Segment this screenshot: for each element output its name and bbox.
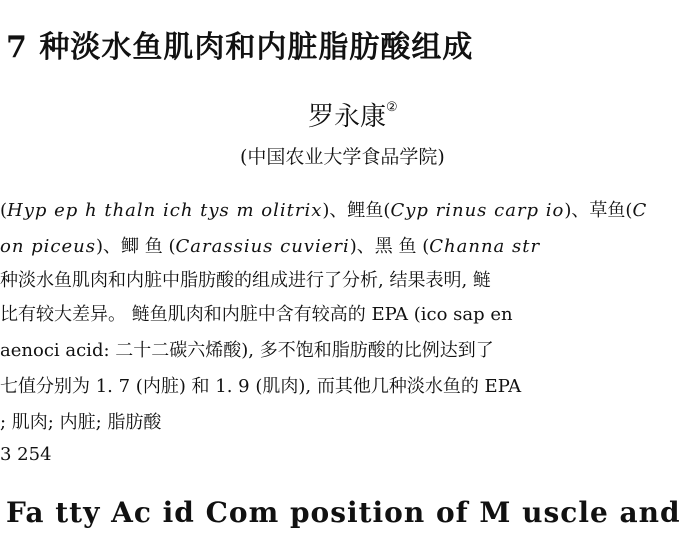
paper-title: 7 种淡水鱼肌肉和内脏脂肪酸组成 (6, 30, 474, 65)
abstract-line-1 (0, 196, 647, 222)
latin-name: Carassius cuvieri (175, 236, 350, 257)
text: )、黑 鱼 ( (349, 236, 430, 257)
abstract-line-4: 比有较大差异。 鲢鱼肌肉和内脏中含有较高的 EPA (ico sap en (0, 304, 513, 325)
abstract-line-2 (0, 232, 540, 258)
english-title: Fa tty Ac id Com position of M uscle and (6, 496, 681, 529)
latin-name: Hyp ep h thaln ich tys m olitrix (7, 200, 323, 221)
author-footnote-mark: ② (386, 100, 398, 115)
abstract-line-3: 种淡水鱼肌肉和内脏中脂肪酸的组成进行了分析, 结果表明, 鲢 (0, 270, 491, 291)
author-name (308, 96, 398, 133)
latin-name: Cyp rinus carp io (390, 200, 565, 221)
text: )、鲤鱼( (322, 200, 391, 221)
author-name-text: 罗永康 (308, 102, 387, 132)
abstract-line-5: aenoci acid: 二十二碳六烯酸), 多不饱和脂肪酸的比例达到了 (0, 340, 494, 361)
text: ( (0, 200, 8, 221)
keywords-line: ; 肌肉; 内脏; 脂肪酸 (0, 412, 162, 433)
classification-number: 3 254 (0, 444, 52, 465)
author-affiliation: (中国农业大学食品学院) (240, 146, 445, 168)
text: )、草鱼( (564, 200, 633, 221)
text: )、鲫 鱼 ( (96, 236, 176, 257)
latin-name: C (632, 200, 648, 221)
latin-name: Channa str (429, 236, 541, 257)
abstract-line-6: 七值分别为 1. 7 (内脏) 和 1. 9 (肌肉), 而其他几种淡水鱼的 EPA (0, 376, 522, 397)
latin-name: on piceus (0, 236, 96, 257)
